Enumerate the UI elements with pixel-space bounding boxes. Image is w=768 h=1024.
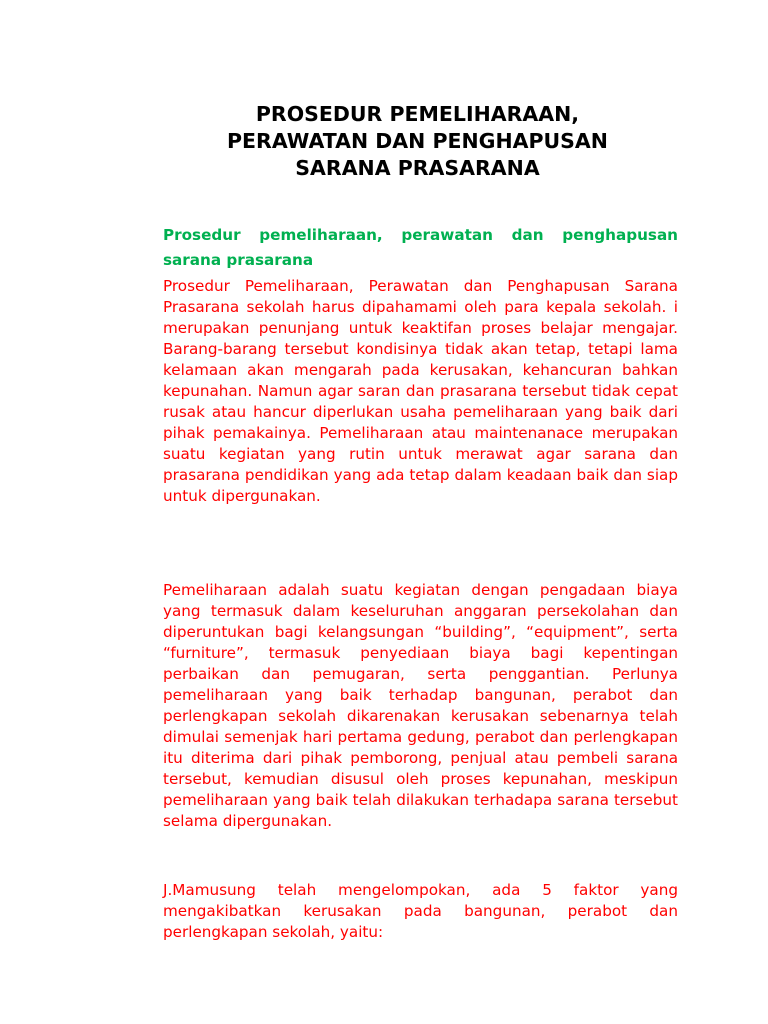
title-line-1: PROSEDUR PEMELIHARAAN,: [255, 102, 580, 126]
paragraph-1: Prosedur Pemeliharaan, Perawatan dan Penghapusan Sarana Prasarana sekolah harus dipahamami oleh para kepala sekolah. i merupakan penunjang untuk keaktifan proses belajar mengajar. Barang-barang tersebut kondisinya tidak akan tetap, tetapi lama kelamaan akan mengarah pada kerusakan, kehancuran bahkan kepunahan. Namun agar saran dan prasarana tersebut tidak cepat rusak atau hancur diperlukan usaha pemeliharaan yang baik dari pihak pemakainya. Pemeliharaan atau maintenanace merupakan suatu kegiatan yang rutin untuk merawat agar sarana dan prasarana pendidikan yang ada tetap dalam keadaan baik dan siap untuk dipergunakan.: [163, 277, 678, 505]
title-line-3: SARANA PRASARANA: [295, 156, 540, 180]
title-line-2: PERAWATAN DAN PENGHAPUSAN: [227, 129, 608, 153]
page-title: [150, 101, 685, 182]
paragraph-2: Pemeliharaan adalah suatu kegiatan dengan pengadaan biaya yang termasuk dalam keseluruhan anggaran persekolahan dan diperuntukan bagi kelangsungan “building”, “equipment”, serta “furniture”, termasuk penyediaan biaya bagi kepentingan perbaikan dan pemugaran, serta penggantian. Perlunya pemeliharaan yang baik terhadap bangunan, perabot dan perlengkapan sekolah dikarenakan kerusakan sebenarnya telah dimulai semenjak hari pertama gedung, perabot dan perlengkapan itu diterima dari pihak pemborong, penjual atau pembeli sarana tersebut, kemudian disusul oleh proses kepunahan, meskipun pemeliharaan yang baik telah dilakukan terhadapa sarana tersebut selama dipergunakan.: [163, 581, 678, 830]
paragraph-3: J.Mamusung telah mengelompokan, ada 5 faktor yang mengakibatkan kerusakan pada bangunan, perabot dan perlengkapan sekolah, yaitu:: [163, 881, 678, 941]
section-heading: Prosedur pemeliharaan, perawatan dan penghapusan sarana prasarana: [163, 226, 678, 269]
